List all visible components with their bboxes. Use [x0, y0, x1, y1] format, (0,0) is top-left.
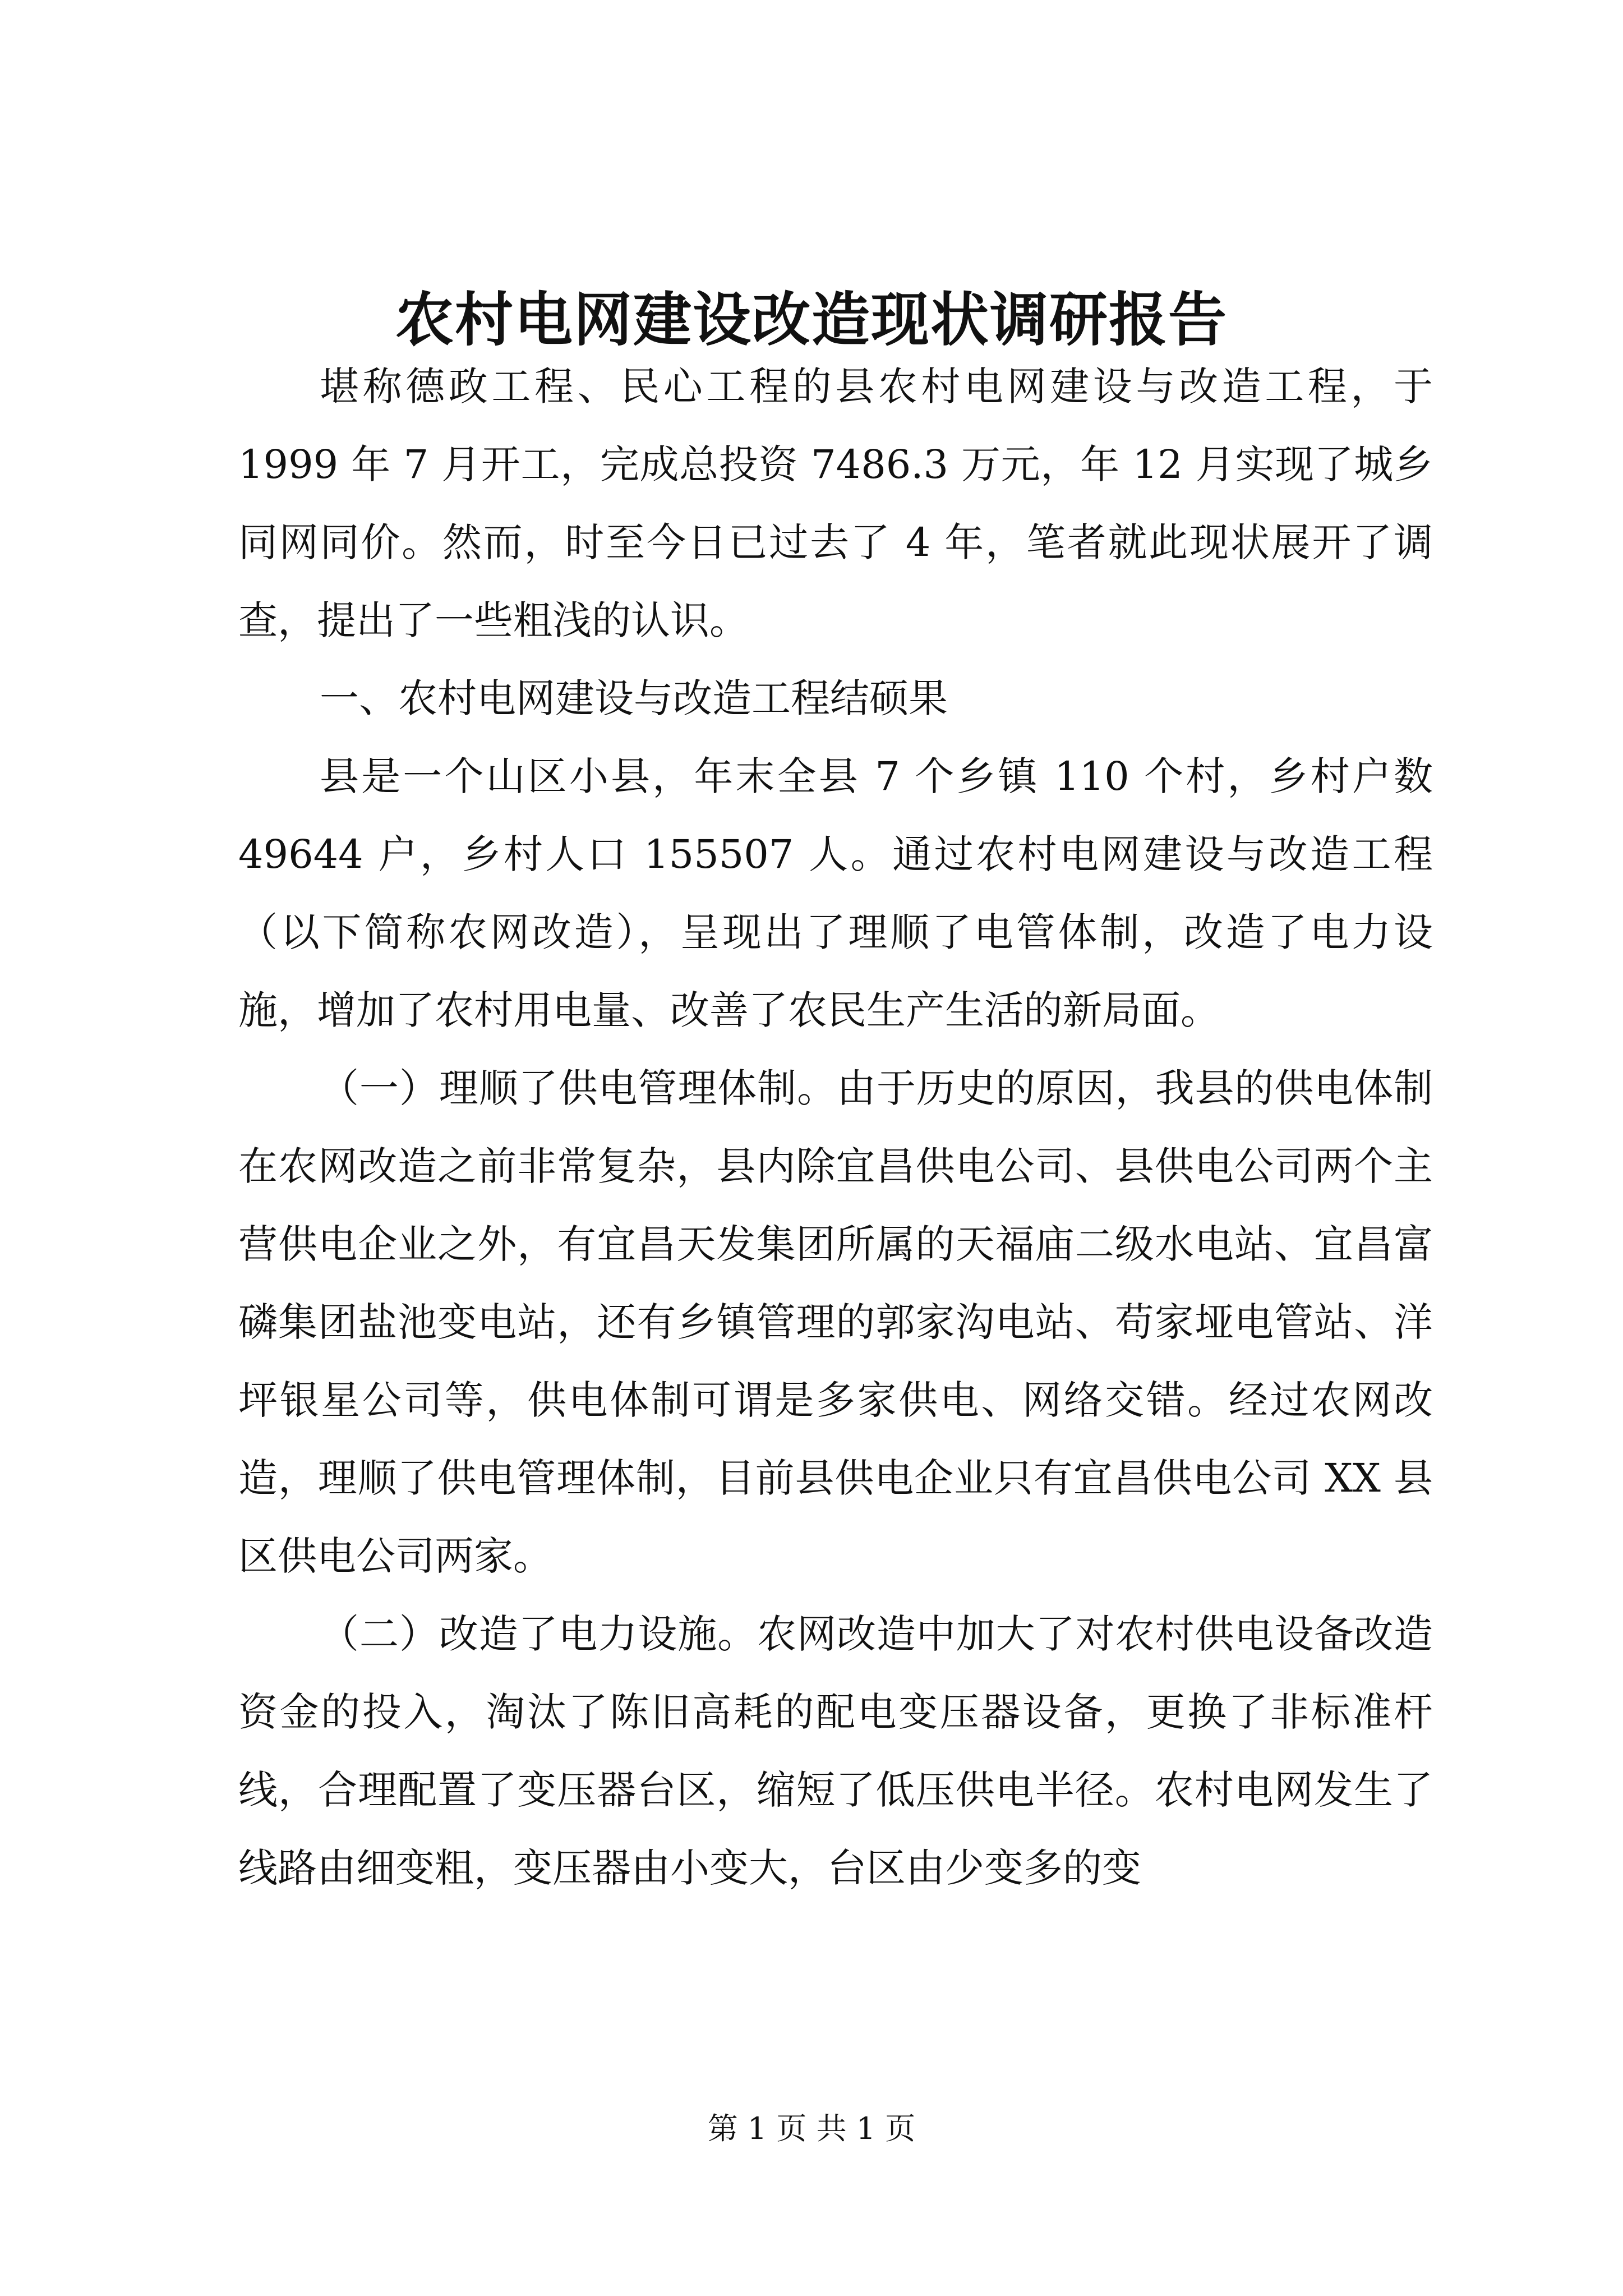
page-footer: 第 1 页 共 1 页: [707, 2111, 916, 2146]
paragraph-county-overview: 县是一个山区小县，年末全县 7 个乡镇 110 个村，乡村户数 49644 户，乡村人口 155507 人。通过农村电网建设与改造工程（以下简称农网改造），呈现出了理顺了电管体制，改造了电力设施，增加了农村用电量、改善了农民生产生活的新局面。: [238, 753, 1433, 1033]
paragraph-power-facilities: （二）改造了电力设施。农网改造中加大了对农村供电设备改造资金的投入，淘汰了陈旧高耗的配电变压器设备，更换了非标准杆线，合理配置了变压器台区，缩短了低压供电半径。农村电网发生了线路由细变粗，变压器由小变大，台区由少变多的变: [238, 1611, 1433, 1891]
document-body: [238, 348, 1433, 1907]
paragraph-management-system: （一）理顺了供电管理体制。由于历史的原因，我县的供电体制在农网改造之前非常复杂，县内除宜昌供电公司、县供电公司两个主营供电企业之外，有宜昌天发集团所属的天福庙二级水电站、宜昌富磷集团盐池变电站，还有乡镇管理的郭家沟电站、苟家垭电管站、洋坪银星公司等，供电体制可谓是多家供电、网络交错。经过农网改造，理顺了供电管理体制，目前县供电企业只有宜昌供电公司 XX 县区供电公司两家。: [238, 1065, 1433, 1579]
section-heading-1: 一、农村电网建设与改造工程结硕果: [320, 675, 948, 721]
document-title: 农村电网建设改造现状调研报告: [395, 285, 1228, 354]
paragraph-intro: 堪称德政工程、民心工程的县农村电网建设与改造工程，于 1999 年 7 月开工，完成总投资 7486.3 万元，年 12 月实现了城乡同网同价。然而，时至今日已过去了 4 年，笔者就此现状展开了调查，提出了一些粗浅的认识。: [238, 364, 1433, 643]
